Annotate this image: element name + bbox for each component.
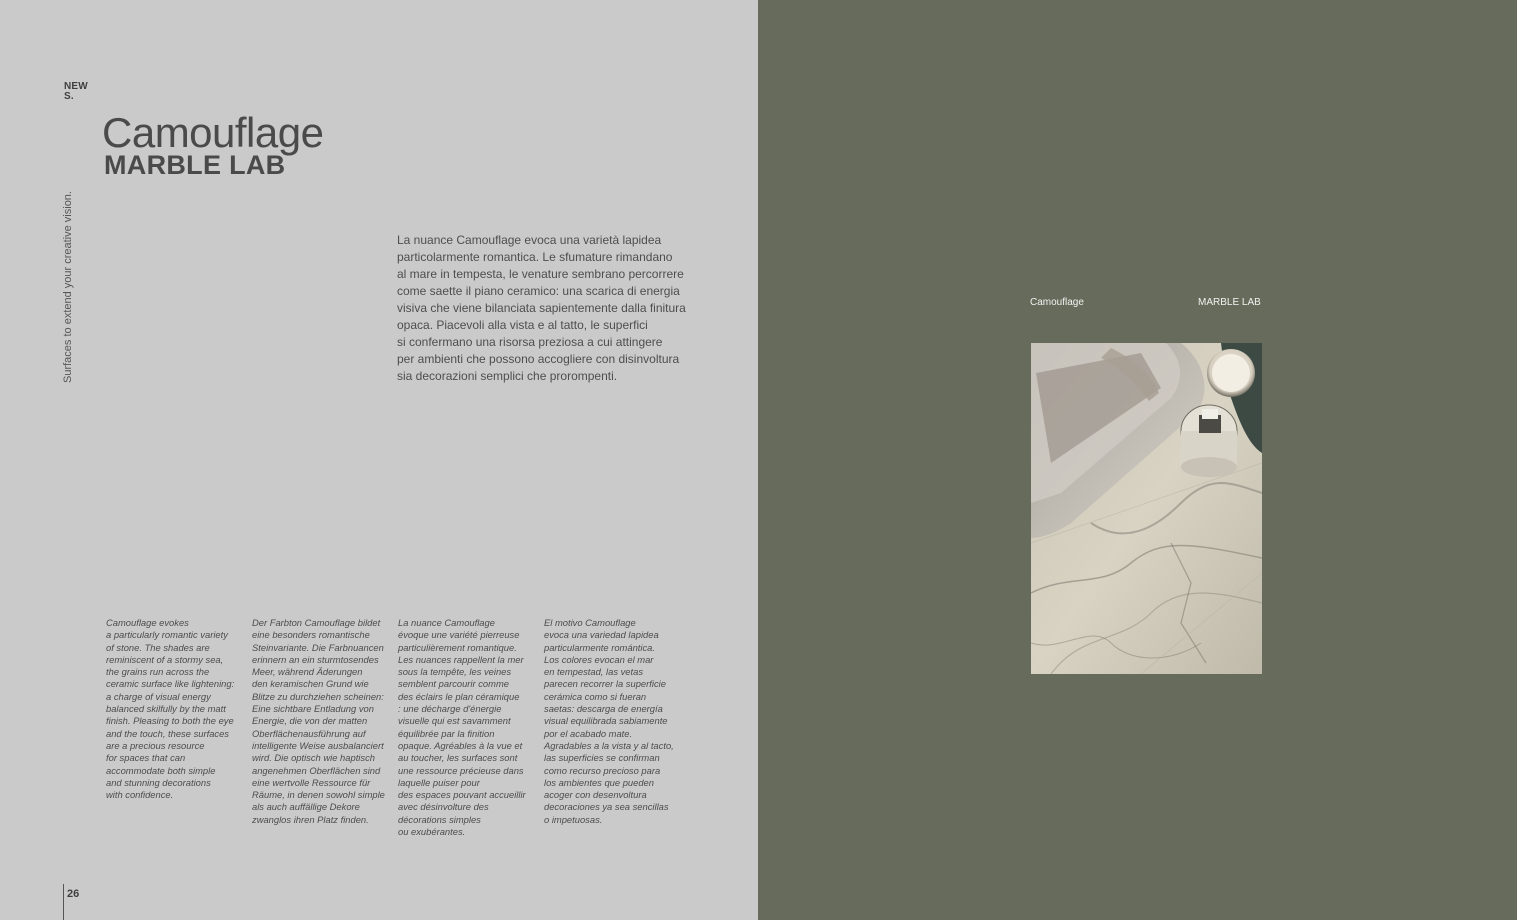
page-title: Camouflage [102,109,324,156]
news-label-line-1: NEW [64,81,88,92]
news-label-line-2: S. [64,91,74,102]
intro-line: visiva che viene bilanciata sapientemente dalla finitura [397,301,686,315]
column-english: Camouflage evokes a particularly romantic variety of stone. The shades are reminiscent of a stormy sea, the grains run across the ceramic surface like lightening: a charge of visual energy balanced skilfully by the matt finish. Pleasing to both the eye and the touch, these surfaces are a precious resource for spaces that can accommodate both simple and stunning decorations with confidence. [106,617,235,801]
intro-line: si confermano una risorsa preziosa a cui attingere [397,335,663,349]
page-number: 26 [67,888,80,900]
side-tagline: Surfaces to extend your creative vision. [62,191,74,383]
intro-line: al mare in tempesta, le venature sembrano percorrere [397,267,684,281]
intro-line: opaca. Piacevoli alla vista e al tatto, le superfici [397,318,648,332]
intro-line: per ambienti che possono accogliere con disinvoltura [397,352,680,366]
intro-line: La nuance Camouflage evoca una varietà lapidea [397,233,662,247]
photo-caption-title: Camouflage [1030,297,1084,308]
page-number-rule [63,884,64,920]
column-german: Der Farbton Camouflage bildet eine besonders romantische Steinvariante. Die Farbnuancen erinnern an ein sturmtosendes Meer, während Äderungen den keramischen Grund wie Blitze zu durchziehen scheinen: Eine sichtbare Entladung von Energie, die von der matten Oberflächenausführung auf intelligente Weise ausbalanciert wird. Die optisch wie haptisch angenehmen Oberflächen sind eine wertvolle Ressource für Räume, in denen sowohl simple als auch auffällige Dekore zwanglos ihren Platz finden. [252,617,385,825]
intro-line: come saette il piano ceramico: una scarica di energia [397,284,680,298]
intro-paragraph [397,232,687,385]
interior-photo-icon [1031,343,1262,674]
intro-line: sia decorazioni semplici che prorompenti. [397,369,618,383]
news-label [64,82,88,102]
photo-caption-collection: MARBLE LAB [1198,297,1261,308]
intro-line: particolarmente romantica. Le sfumature rimandano [397,250,673,264]
right-page [758,0,1517,920]
left-page [0,0,758,920]
column-french: La nuance Camouflage évoque une variété pierreuse particulièrement romantique. Les nuances rappellent la mer sous la tempête, les veines semblent parcourir comme des éclairs le plan céramique : une décharge d'énergie visuelle qui est savamment équilibrée par la finition opaque. Agréables à la vue et au toucher, les surfaces sont une ressource précieuse dans laquelle puiser pour des espaces pouvant accueillir avec désinvolture des décorations simples ou exubérantes. [398,617,526,838]
column-spanish: El motivo Camouflage evoca una variedad lapidea particularmente romántica. Los colores evocan el mar en tempestad, las vetas parecen recorrer la superficie cerámica como si fueran saetas: descarga de energía visual equilibrada sabiamente por el acabado mate. Agradables a la vista y al tacto, las superficies se confirman como recurso precioso para los ambientes que pueden acoger con desenvoltura decoraciones ya sea sencillas o impetuosas. [544,617,674,825]
page-subtitle: MARBLE LAB [104,150,286,180]
interior-photo [1031,343,1262,674]
